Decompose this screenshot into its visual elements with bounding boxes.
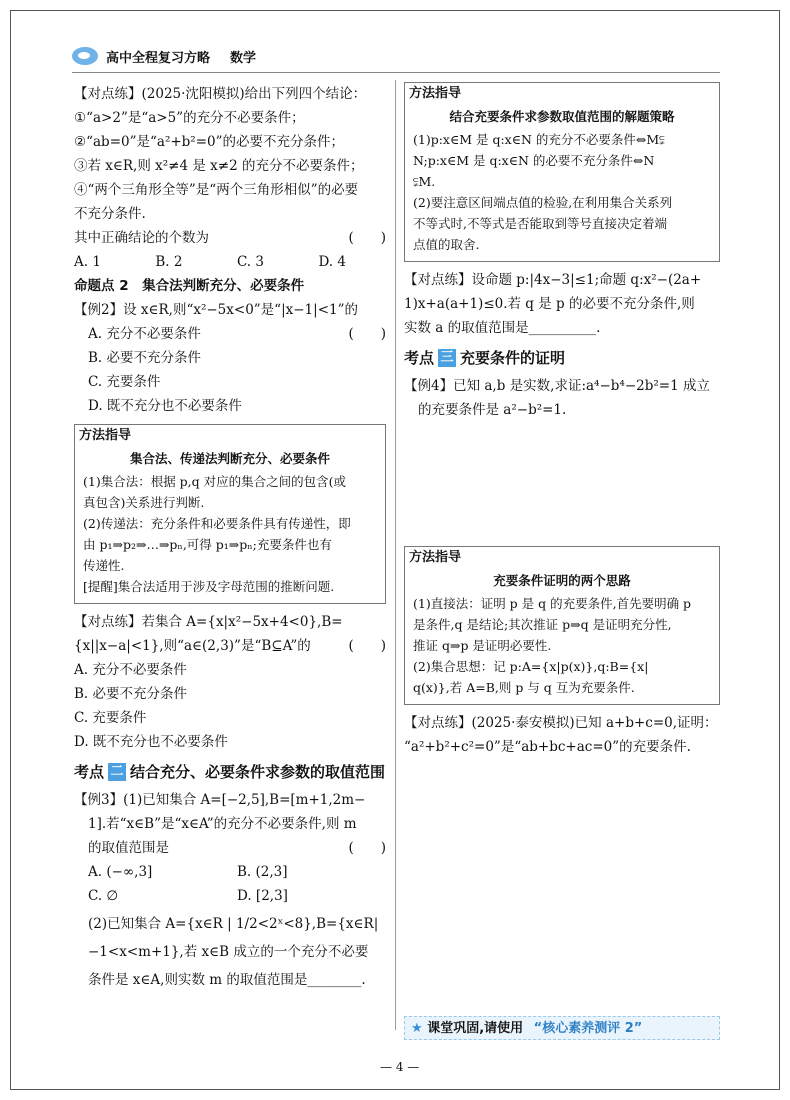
example-line: −1<x<m+1},若 x∈B 成立的一个充分不必要 <box>88 944 369 960</box>
box-title: 充要条件证明的两个思路 <box>493 573 631 588</box>
option: D. 既不充分也不必要条件 <box>88 398 242 414</box>
options-row <box>74 860 386 884</box>
option: A. 1 <box>74 254 101 270</box>
box-line: [提醒]集合法适用于涉及字母范围的推断问题. <box>83 579 335 594</box>
tip-label: 课堂巩固,请使用 <box>427 1021 524 1036</box>
column-divider <box>395 80 396 1030</box>
example-line: 【例4】已知 a,b 是实数,求证:a⁴−b⁴−2b²=1 成立 <box>404 378 710 394</box>
exercise-line: 【对点练】若集合 A={x|x²−5x+4<0},B= <box>74 614 343 630</box>
method-guide-box <box>404 82 720 262</box>
review-tip-banner <box>404 1016 720 1040</box>
method-guide-box <box>404 546 720 705</box>
box-line: 真包含)关系进行判断. <box>83 495 205 510</box>
example-text: 的取值范围是 <box>88 840 169 856</box>
box-line: 不等式时,不等式是否能取到等号直接决定着端 <box>413 216 667 231</box>
box-line: 点值的取舍. <box>413 237 480 252</box>
box-tag: 方法指导 <box>79 428 132 443</box>
box-line: 推证 q⇒p 是证明必要性. <box>413 638 552 653</box>
exercise-line: 【对点练】(2025·泰安模拟)已知 a+b+c=0,证明： <box>404 715 718 731</box>
example-line: (2)已知集合 A={x∈R | 1/2<2ˣ<8},B={x∈R| <box>88 916 379 932</box>
example-line: 1].若“x∈B”是“x∈A”的充分不必要条件,则 m <box>88 816 357 832</box>
answer-paren: ( ) <box>348 326 386 342</box>
option: B. 2 <box>155 254 183 270</box>
example-line: 的充要条件是 a²−b²=1. <box>418 402 567 418</box>
options-row <box>74 884 386 908</box>
section-number: 三 <box>438 349 456 367</box>
section-title: 充要条件的证明 <box>460 349 566 367</box>
section-heading <box>74 760 386 784</box>
option: A. (−∞,3] <box>88 864 153 880</box>
box-line: q(x)},若 A=B,则 p 与 q 互为充要条件. <box>413 680 635 695</box>
box-tag: 方法指导 <box>409 86 462 101</box>
box-line: (2)传递法：充分条件和必要条件具有传递性，即 <box>83 516 351 531</box>
box-line: (1)p:x∈M 是 q:x∈N 的充分不必要条件⇔M⫋ <box>413 132 665 147</box>
section-heading <box>404 346 720 370</box>
box-line: (1)集合法：根据 p,q 对应的集合之间的包含(或 <box>83 474 347 489</box>
right-column <box>404 82 720 759</box>
answer-paren: ( ) <box>348 638 386 654</box>
box-line: ⫋M. <box>413 174 436 189</box>
example-line: 【例3】(1)已知集合 A=[−2,5],B=[m+1,2m− <box>74 792 366 808</box>
question-text: 其中正确结论的个数为 <box>74 230 209 246</box>
exercise-line: “a²+b²+c²=0”是“ab+bc+ac=0”的充要条件. <box>404 739 691 755</box>
option: C. ∅ <box>88 888 119 904</box>
exercise-line <box>74 226 386 250</box>
box-line: (2)要注意区间端点值的检验,在利用集合关系列 <box>413 195 673 210</box>
book-title: 高中全程复习方略 <box>106 50 211 66</box>
section-heading: 命题点 2 集合法判断充分、必要条件 <box>74 278 305 294</box>
exercise-line: 【对点练】(2025·沈阳模拟)给出下列四个结论： <box>74 86 367 102</box>
option: D. 4 <box>318 254 346 270</box>
option: C. 3 <box>236 254 264 270</box>
exercise-line: ③若 x∈R,则 x²≠4 是 x≠2 的充分不必要条件； <box>74 158 364 174</box>
answer-paren: ( ) <box>348 840 386 856</box>
tip-reference: “核心素养测评 2” <box>533 1021 643 1036</box>
exercise-line: ②“ab=0”是“a²+b²=0”的必要不充分条件； <box>74 134 345 150</box>
box-line: 传递性. <box>83 558 125 573</box>
question-text: {x||x−a|<1},则“a∈(2,3)”是“B⊆A”的 <box>74 638 311 654</box>
example-text: 【例2】设 x∈R,则“x²−5x<0”是“|x−1|<1”的 <box>74 302 359 318</box>
exercise-line <box>74 634 386 658</box>
option: A. 充分不必要条件 <box>74 662 187 678</box>
example-line: 条件是 x∈A,则实数 m 的取值范围是________. <box>88 972 366 988</box>
exercise-line: 不充分条件. <box>74 206 146 222</box>
page-number: — 4 — <box>380 1060 420 1074</box>
section-number: 二 <box>108 763 126 781</box>
box-title: 结合充要条件求参数取值范围的解题策略 <box>449 109 675 124</box>
page-header <box>72 44 256 68</box>
left-column <box>74 82 386 992</box>
option: D. [2,3] <box>237 888 288 904</box>
box-title: 集合法、传递法判断充分、必要条件 <box>129 451 330 466</box>
exercise-line: 1)x+a(a+1)≤0.若 q 是 p 的必要不充分条件,则 <box>404 296 695 312</box>
box-line: 是条件,q 是结论;其次推证 p⇒q 是证明充分性, <box>413 617 672 632</box>
box-line: N;p:x∈M 是 q:x∈N 的必要不充分条件⇔N <box>413 153 655 168</box>
box-line: (2)集合思想：记 p:A={x|p(x)},q:B={x| <box>413 659 649 674</box>
method-guide-box <box>74 424 386 604</box>
star-icon: ★ <box>411 1021 423 1036</box>
options-row <box>74 250 386 274</box>
exercise-line: ④“两个三角形全等”是“两个三角形相似”的必要 <box>74 182 359 198</box>
example-line <box>74 836 386 860</box>
header-rule <box>72 72 720 73</box>
box-line: (1)直接法：证明 p 是 q 的充要条件,首先要明确 p <box>413 596 692 611</box>
box-tag: 方法指导 <box>409 550 462 565</box>
option: D. 既不充分也不必要条件 <box>74 734 228 750</box>
answer-space <box>404 422 720 540</box>
option: B. 必要不充分条件 <box>88 350 202 366</box>
option: C. 充要条件 <box>88 374 161 390</box>
answer-paren: ( ) <box>348 230 386 246</box>
option: C. 充要条件 <box>74 710 147 726</box>
box-line: 由 p₁⇒p₂⇒…⇒pₙ,可得 p₁⇒pₙ;充要条件也有 <box>83 537 332 552</box>
exercise-line: 【对点练】设命题 p:|4x−3|≤1;命题 q:x²−(2a+ <box>404 272 702 288</box>
section-title: 结合充分、必要条件求参数的取值范围 <box>130 763 386 781</box>
exercise-line: ①“a>2”是“a>5”的充分不必要条件； <box>74 110 305 126</box>
section-label: 考点 <box>404 349 435 367</box>
option: B. (2,3] <box>237 864 288 880</box>
subject-label: 数学 <box>230 50 257 66</box>
option: B. 必要不充分条件 <box>74 686 188 702</box>
exercise-line: 实数 a 的取值范围是__________. <box>404 320 601 336</box>
book-logo-icon <box>72 47 98 65</box>
option: A. 充分不必要条件 <box>88 326 201 342</box>
section-label: 考点 <box>74 763 105 781</box>
